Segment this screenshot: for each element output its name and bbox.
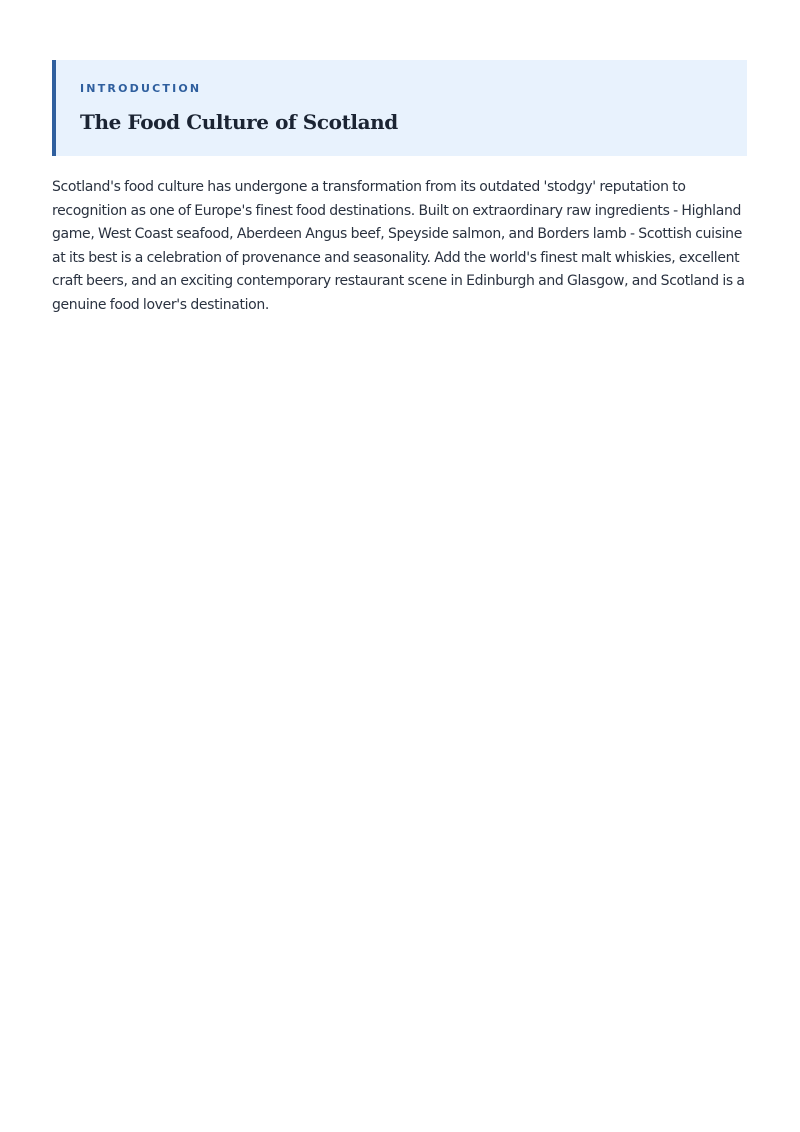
body-paragraph: Scotland's food culture has undergone a transformation from its outdated 'stodgy' reputation to recognition as one of Europe's finest food destinations. Built on extraordinary raw ingredients - Highland game, West Coast seafood, Aberdeen Angus beef, Speyside salmon, and Borders lamb - Scottish cuisine at its best is a celebration of provenance and seasonality. Add the world's finest malt whiskies, excellent craft beers, and an exciting contemporary restaurant scene in Edinburgh and Glasgow, and Scotland is a genuine food lover's destination. <box>52 179 745 313</box>
document-page <box>52 60 747 318</box>
section-title: The Food Culture of Scotland <box>80 110 398 134</box>
section-eyebrow: INTRODUCTION <box>80 82 202 95</box>
section-header-box <box>52 60 747 156</box>
